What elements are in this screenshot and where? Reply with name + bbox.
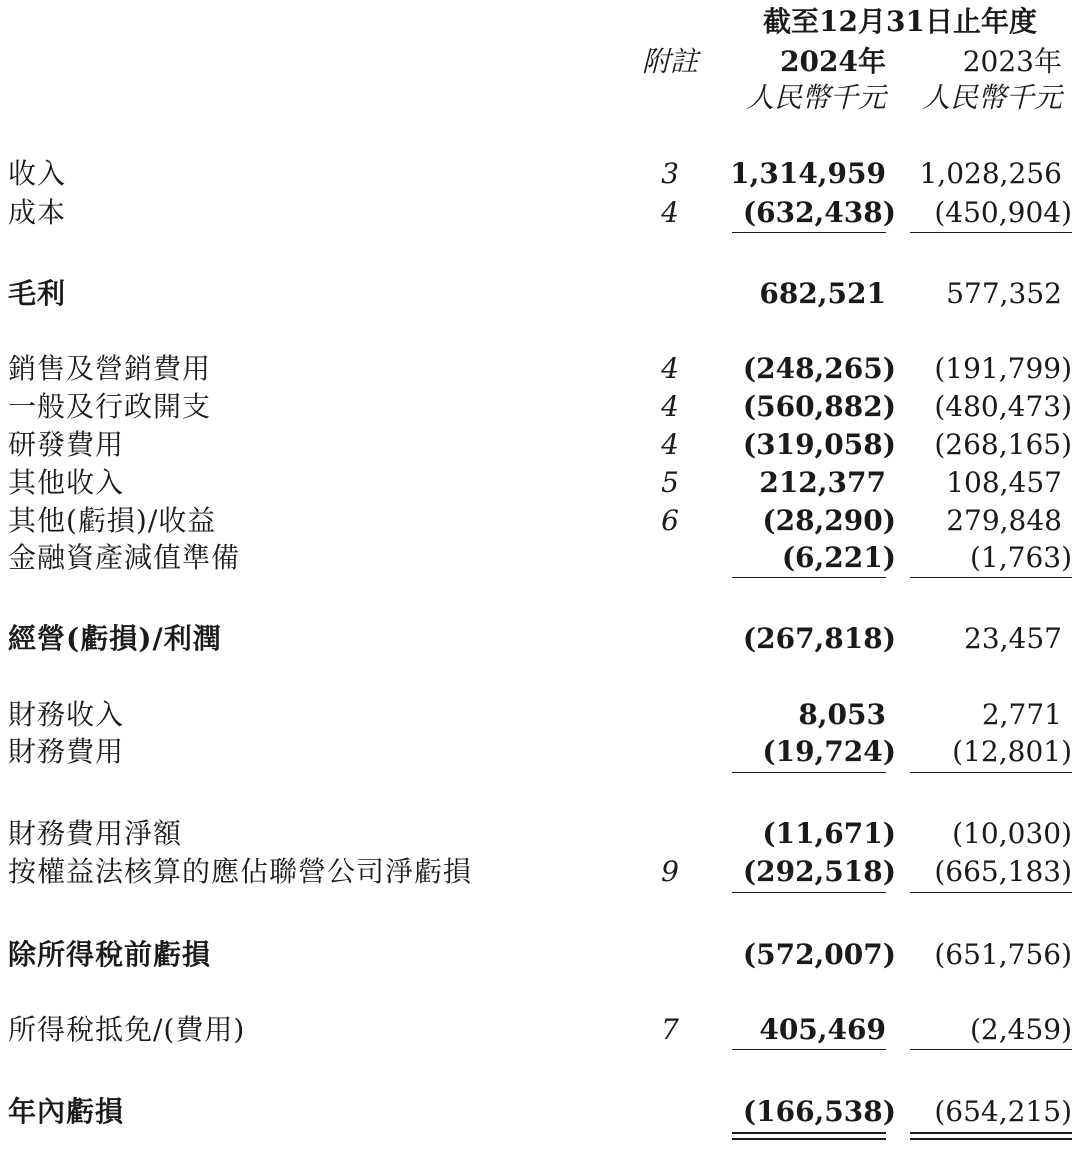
row-value-prior: (10,030) [952,817,1072,850]
subtotal-rule [732,577,886,578]
row-value-prior: 23,457 [964,622,1062,655]
row-value-current: 405,469 [759,1013,886,1046]
row-value-prior: (2,459) [969,1013,1072,1046]
row-value-prior: (1,763) [969,541,1072,574]
row-label-finance-costs: 財務費用 [8,735,125,768]
row-label-share-of-associates-loss: 按權益法核算的應佔聯營公司淨虧損 [8,855,473,888]
row-value-current: (292,518) [742,855,896,888]
row-value-prior: 279,848 [946,504,1062,537]
row-label-loss-for-year: 年內虧損 [8,1095,125,1128]
subtotal-rule [910,892,1072,893]
row-value-current: (632,438) [742,196,896,229]
row-label-net-finance-costs: 財務費用淨額 [8,817,183,850]
row-value-current: 682,521 [759,277,886,310]
subtotal-rule [732,892,886,893]
row-value-prior: (191,799) [934,352,1072,385]
subtotal-rule [732,772,886,773]
row-note: 4 [661,428,679,461]
row-note: 7 [661,1013,679,1046]
total-double-rule [732,1138,886,1140]
row-value-current: (248,265) [742,352,896,385]
row-value-current: 212,377 [759,466,886,499]
row-value-current: (267,818) [742,622,896,655]
subtotal-rule [910,577,1072,578]
row-value-current: (319,058) [742,428,896,461]
row-label-admin-expenses: 一般及行政開支 [8,390,212,423]
row-value-current: (166,538) [742,1095,896,1128]
row-value-prior: (665,183) [934,855,1072,888]
period-header: 截至12月31日止年度 [763,5,1037,38]
total-double-rule [732,1132,886,1134]
total-double-rule [910,1138,1072,1140]
row-label-gross-profit: 毛利 [8,277,67,310]
row-note: 4 [661,352,679,385]
row-value-current: (19,724) [762,735,896,768]
row-value-prior: 577,352 [946,277,1062,310]
row-value-current: 8,053 [798,698,886,731]
row-label-revenue: 收入 [8,157,67,190]
note-column-header: 附註 [641,45,698,78]
row-label-other-gains-losses: 其他(虧損)/收益 [8,504,217,537]
row-value-current: 1,314,959 [730,157,886,190]
row-label-cost: 成本 [8,196,67,229]
row-label-income-tax: 所得稅抵免/(費用) [8,1013,246,1046]
row-note: 5 [661,466,679,499]
row-value-current: (560,882) [742,390,896,423]
row-value-prior: (654,215) [934,1095,1072,1128]
year-prior-header: 2023年 [962,45,1062,78]
unit-prior-header: 人民幣千元 [921,81,1062,114]
row-note: 4 [661,390,679,423]
row-label-operating-result: 經營(虧損)/利潤 [8,622,222,655]
row-label-loss-before-tax: 除所得稅前虧損 [8,938,212,971]
subtotal-rule [732,232,886,233]
row-value-prior: (651,756) [934,938,1072,971]
row-value-current: (572,007) [742,938,896,971]
subtotal-rule [910,772,1072,773]
year-current-header: 2024年 [780,45,886,78]
row-value-current: (11,671) [762,817,896,850]
unit-current-header: 人民幣千元 [745,81,886,114]
row-note: 3 [661,157,679,190]
row-value-prior: (480,473) [934,390,1072,423]
row-label-rd-expenses: 研發費用 [8,428,125,461]
row-label-impairment: 金融資產減值準備 [8,541,241,574]
row-label-selling-expenses: 銷售及營銷費用 [8,352,212,385]
row-value-prior: (450,904) [934,196,1072,229]
row-note: 4 [661,196,679,229]
subtotal-rule [910,232,1072,233]
subtotal-rule [732,1049,886,1050]
row-value-prior: 2,771 [981,698,1062,731]
total-double-rule [910,1132,1072,1134]
row-value-prior: (12,801) [952,735,1072,768]
row-value-prior: 1,028,256 [919,157,1062,190]
row-label-finance-income: 財務收入 [8,698,125,731]
row-label-other-income: 其他收入 [8,466,125,499]
row-value-current: (28,290) [762,504,896,537]
row-value-prior: (268,165) [934,428,1072,461]
row-note: 6 [661,504,679,537]
row-value-current: (6,221) [781,541,896,574]
row-value-prior: 108,457 [946,466,1062,499]
subtotal-rule [910,1049,1072,1050]
row-note: 9 [661,855,679,888]
